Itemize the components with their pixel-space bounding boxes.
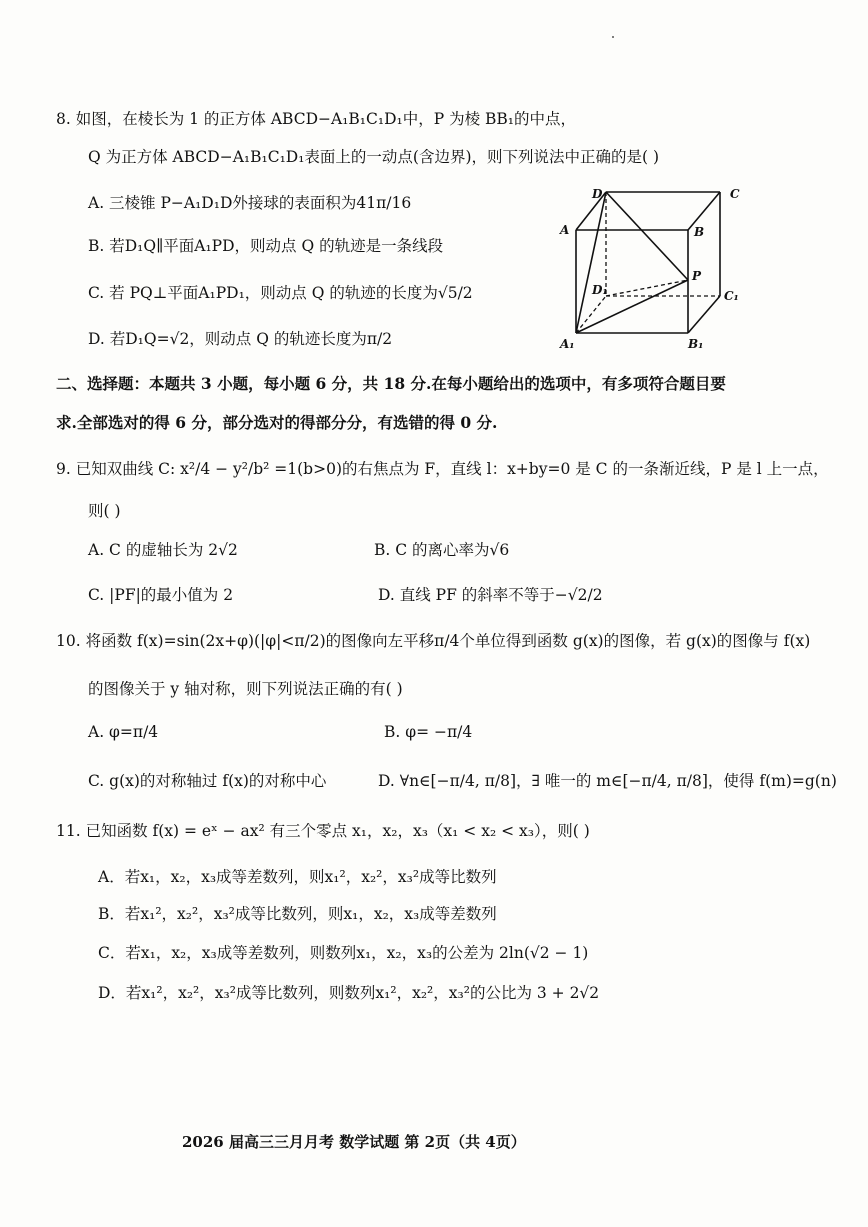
q8-stem-line2: Q 为正方体 ABCD−A₁B₁C₁D₁表面上的一动点(含边界)，则下列说法中正确的是( ): [88, 148, 660, 166]
section2-line1: 二、选择题：本题共 3 小题，每小题 6 分，共 18 分.在每小题给出的选项中，有多项符合题目要: [56, 374, 726, 393]
q10-option-b: B. φ= −π/4: [384, 723, 473, 741]
q9-stem-line2: 则( ): [88, 502, 121, 520]
q10-stem-line2: 的图像关于 y 轴对称，则下列说法正确的有( ): [88, 680, 403, 698]
q9-stem-line1: 9. 已知双曲线 C: x²/4 − y²/b² =1(b>0)的右焦点为 F，直线 l：x+by=0 是 C 的一条渐近线，P 是 l 上一点，: [56, 460, 829, 478]
q9-option-a: A. C 的虚轴长为 2√2: [88, 541, 238, 559]
scan-speck: [612, 36, 614, 38]
segment-dp: [606, 192, 688, 280]
segment-a1d: [576, 192, 606, 333]
label-a1: A₁: [560, 337, 575, 351]
q8-option-b: B. 若D₁Q∥平面A₁PD，则动点 Q 的轨迹是一条线段: [88, 237, 444, 255]
label-b1: B₁: [688, 337, 704, 351]
q10-stem-line1: 10. 将函数 f(x)=sin(2x+φ)(|φ|<π/2)的图像向左平移π/4个单位得到函数 g(x)的图像，若 g(x)的图像与 f(x): [56, 632, 811, 650]
page-footer: 2026 届高三三月月考 数学试题 第 2页（共 4页）: [182, 1133, 526, 1151]
q10-option-c: C. g(x)的对称轴过 f(x)的对称中心: [88, 772, 327, 790]
q11-stem: 11. 已知函数 f(x) = eˣ − ax² 有三个零点 x₁，x₂，x₃（x₁ < x₂ < x₃），则( ): [56, 822, 590, 840]
q9-option-d: D. 直线 PF 的斜率不等于−√2/2: [378, 586, 603, 604]
q11-option-a: A．若x₁，x₂，x₃成等差数列，则x₁²，x₂²，x₃²成等比数列: [98, 868, 497, 886]
label-c1: C₁: [724, 289, 739, 303]
q10-option-d: D. ∀n∈[−π/4, π/8]，∃ 唯一的 m∈[−π/4, π/8]，使得 f(m)=g(n): [378, 772, 837, 790]
q8-option-c: C. 若 PQ⊥平面A₁PD₁，则动点 Q 的轨迹的长度为√5/2: [88, 284, 473, 302]
q10-option-a: A. φ=π/4: [88, 723, 159, 741]
q8-stem-line1: 8. 如图，在棱长为 1 的正方体 ABCD−A₁B₁C₁D₁中，P 为棱 BB₁的中点，: [56, 110, 577, 128]
q9-option-b: B. C 的离心率为√6: [374, 541, 510, 559]
cube-diagram: [548, 178, 748, 354]
label-b: B: [694, 225, 705, 239]
label-p: P: [692, 269, 702, 283]
segment-d1p-hidden: [606, 280, 688, 296]
label-d1: D₁: [592, 283, 608, 297]
section2-line2: 求.全部选对的得 6 分，部分选对的得部分分，有选错的得 0 分.: [56, 413, 498, 432]
label-a: A: [560, 223, 570, 237]
q8-option-d: D. 若D₁Q=√2，则动点 Q 的轨迹长度为π/2: [88, 330, 393, 348]
q9-option-c: C. |PF|的最小值为 2: [88, 586, 234, 604]
edge-b1c1: [688, 296, 720, 333]
q11-option-b: B．若x₁²，x₂²，x₃²成等比数列，则x₁，x₂，x₃成等差数列: [98, 905, 497, 923]
q11-option-c: C．若x₁，x₂，x₃成等差数列，则数列x₁，x₂，x₃的公差为 2ln(√2 − 1): [98, 944, 589, 962]
q8-option-a: A. 三棱锥 P−A₁D₁D外接球的表面积为41π/16: [88, 194, 412, 212]
cube-figure: [548, 178, 748, 354]
label-d: D: [592, 187, 603, 201]
q11-option-d: D．若x₁²，x₂²，x₃²成等比数列，则数列x₁²，x₂²，x₃²的公比为 3 + 2√2: [98, 984, 600, 1002]
label-c: C: [730, 187, 740, 201]
